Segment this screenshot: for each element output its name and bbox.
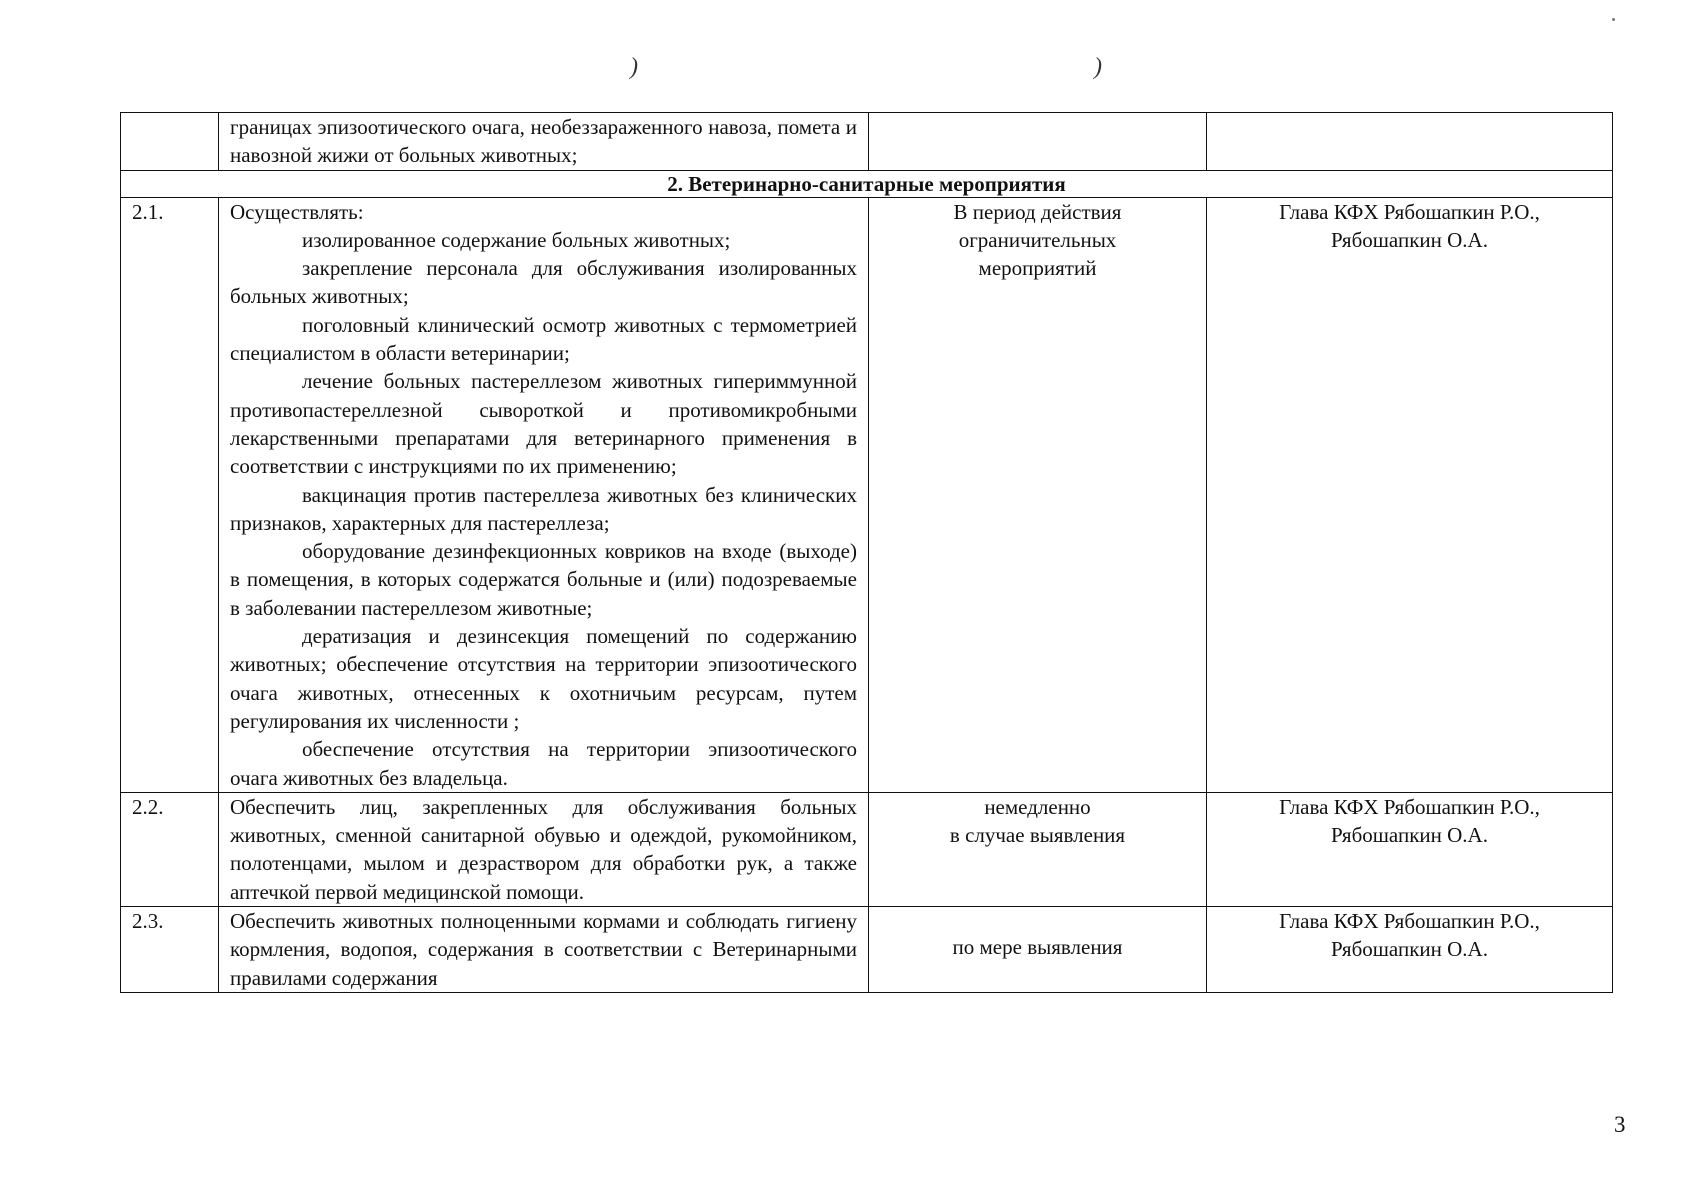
- term-line: мероприятий: [978, 256, 1097, 281]
- term-cell: [869, 792, 1207, 906]
- continuation-text: границах эпизоотического очага, необеззараженного навоза, помета и навозной жижи от больных животных;: [219, 113, 869, 171]
- measure-text: Обеспечить животных полноценными кормами и соблюдать гигиену кормления, водопоя, содержания в соответствии с Ветеринарными правилами содержания: [219, 907, 869, 993]
- responsible-line: Рябошапкин О.А.: [1331, 823, 1488, 848]
- scan-mark-left: ): [630, 54, 638, 80]
- measure-item: дератизация и дезинсекция помещений по содержанию животных; обеспечение отсутствия на территории эпизоотического очага животных, отнесенных к охотничьим ресурсам, путем регулирования их численности ;: [230, 624, 857, 733]
- term-cell: [869, 907, 1207, 993]
- term-cell: [869, 197, 1207, 792]
- measure-text: [219, 197, 869, 792]
- term-line: в случае выявления: [949, 823, 1126, 848]
- measure-item: лечение больных пастереллезом животных гипериммунной противопастереллезной сывороткой и противомикробными лекарственными препаратами для ветеринарного применения в соответствии с инструкциями по их применению;: [230, 369, 857, 479]
- row-number: 2.2.: [121, 792, 219, 906]
- responsible-cell: [1207, 197, 1613, 792]
- table-row-2-3: [121, 907, 1613, 993]
- continuation-row: [121, 113, 1613, 171]
- responsible-line: Глава КФХ Рябошапкин Р.О.,: [1279, 909, 1540, 934]
- responsible-line: Глава КФХ Рябошапкин Р.О.,: [1279, 794, 1540, 819]
- term-line: ограничительных: [958, 227, 1117, 252]
- scan-speck: [1612, 18, 1615, 21]
- measure-lead: Осуществлять:: [230, 199, 364, 224]
- responsible-cell: [1207, 792, 1613, 906]
- measure-item: изолированное содержание больных животных;: [302, 227, 731, 252]
- responsible-line: Глава КФХ Рябошапкин Р.О.,: [1279, 199, 1540, 224]
- measure-item: закрепление персонала для обслуживания изолированных больных животных;: [230, 256, 857, 309]
- responsible-cell: [1207, 907, 1613, 993]
- row-number: 2.1.: [121, 197, 219, 792]
- measure-item: вакцинация против пастереллеза животных без клинических признаков, характерных для пастереллеза;: [230, 482, 857, 535]
- measures-table: [120, 112, 1613, 993]
- measure-item: обеспечение отсутствия на территории эпизоотического очага животных без владельца.: [230, 737, 857, 790]
- section-heading: 2. Ветеринарно-санитарные мероприятия: [121, 170, 1613, 197]
- section-heading-row: [121, 170, 1613, 197]
- term-line: немедленно: [984, 794, 1091, 819]
- responsible-line: Рябошапкин О.А.: [1331, 937, 1488, 962]
- table-row-2-2: [121, 792, 1613, 906]
- term-line: по мере выявления: [952, 935, 1123, 960]
- term-line: В период действия: [953, 199, 1122, 224]
- continuation-responsible-cell: [1207, 113, 1613, 171]
- page-number: 3: [1614, 1112, 1626, 1137]
- row-number: 2.3.: [121, 907, 219, 993]
- responsible-line: Рябошапкин О.А.: [1331, 227, 1488, 252]
- measure-item: поголовный клинический осмотр животных с термометрией специалистом в области ветеринарии;: [230, 312, 857, 366]
- continuation-number-cell: [121, 113, 219, 171]
- measure-item: оборудование дезинфекционных ковриков на входе (выходе) в помещения, в которых содержатся больные и (или) подозреваемые в заболевании пастереллезом животные;: [230, 539, 857, 620]
- scan-mark-right: ): [1094, 54, 1102, 80]
- table-row-2-1: [121, 197, 1613, 792]
- measure-text: Обеспечить лиц, закрепленных для обслуживания больных животных, сменной санитарной обувью и одеждой, рукомойником, полотенцами, мылом и дезраствором для обработки рук, а также аптечкой первой медицинской помощи.: [219, 792, 869, 906]
- continuation-term-cell: [869, 113, 1207, 171]
